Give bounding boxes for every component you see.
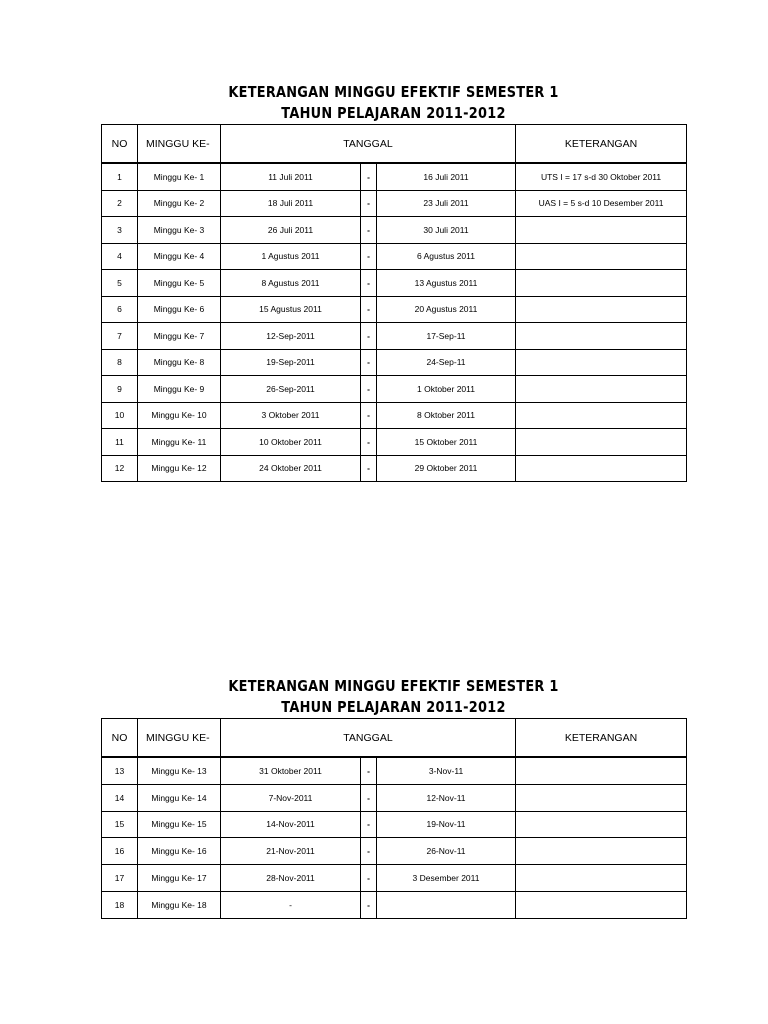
cell-separator: - xyxy=(361,811,377,838)
table-row xyxy=(102,455,687,482)
cell-end-date: 12-Nov-11 xyxy=(377,784,516,811)
cell-no: 11 xyxy=(102,429,138,456)
cell-end-date: 26-Nov-11 xyxy=(377,838,516,865)
cell-start-date: 8 Agustus 2011 xyxy=(221,270,361,297)
schedule-table xyxy=(101,718,687,919)
cell-minggu: Minggu Ke- 18 xyxy=(138,891,221,918)
cell-keterangan xyxy=(516,865,687,892)
cell-end-date: 19-Nov-11 xyxy=(377,811,516,838)
cell-separator: - xyxy=(361,784,377,811)
cell-keterangan xyxy=(516,811,687,838)
cell-no: 9 xyxy=(102,376,138,403)
cell-separator: - xyxy=(361,270,377,297)
cell-minggu: Minggu Ke- 17 xyxy=(138,865,221,892)
cell-start-date: 31 Oktober 2011 xyxy=(221,757,361,784)
table-body xyxy=(102,163,687,482)
header-minggu: MINGGU KE- xyxy=(138,125,221,164)
cell-end-date: 20 Agustus 2011 xyxy=(377,296,516,323)
cell-keterangan: UAS I = 5 s-d 10 Desember 2011 xyxy=(516,190,687,217)
cell-minggu: Minggu Ke- 8 xyxy=(138,349,221,376)
cell-start-date: 24 Oktober 2011 xyxy=(221,455,361,482)
table-row xyxy=(102,429,687,456)
cell-start-date: 7-Nov-2011 xyxy=(221,784,361,811)
cell-end-date: 24-Sep-11 xyxy=(377,349,516,376)
cell-start-date: 28-Nov-2011 xyxy=(221,865,361,892)
cell-minggu: Minggu Ke- 5 xyxy=(138,270,221,297)
cell-minggu: Minggu Ke- 1 xyxy=(138,163,221,190)
table-row xyxy=(102,811,687,838)
cell-separator: - xyxy=(361,838,377,865)
cell-minggu: Minggu Ke- 9 xyxy=(138,376,221,403)
cell-no: 5 xyxy=(102,270,138,297)
cell-end-date: 6 Agustus 2011 xyxy=(377,243,516,270)
table-row xyxy=(102,323,687,350)
cell-start-date: 26-Sep-2011 xyxy=(221,376,361,403)
cell-keterangan xyxy=(516,429,687,456)
cell-minggu: Minggu Ke- 15 xyxy=(138,811,221,838)
cell-separator: - xyxy=(361,190,377,217)
cell-no: 8 xyxy=(102,349,138,376)
cell-start-date: 18 Juli 2011 xyxy=(221,190,361,217)
table-row xyxy=(102,349,687,376)
cell-separator: - xyxy=(361,243,377,270)
cell-separator: - xyxy=(361,323,377,350)
cell-minggu: Minggu Ke- 12 xyxy=(138,455,221,482)
cell-separator: - xyxy=(361,757,377,784)
cell-start-date: 14-Nov-2011 xyxy=(221,811,361,838)
cell-separator: - xyxy=(361,402,377,429)
cell-start-date: 10 Oktober 2011 xyxy=(221,429,361,456)
table-row xyxy=(102,270,687,297)
table-row xyxy=(102,163,687,190)
cell-end-date: 17-Sep-11 xyxy=(377,323,516,350)
table-title-line2: TAHUN PELAJARAN 2011-2012 xyxy=(281,104,506,122)
table-title-line1: KETERANGAN MINGGU EFEKTIF SEMESTER 1 xyxy=(228,83,559,101)
cell-separator: - xyxy=(361,376,377,403)
cell-end-date: 3-Nov-11 xyxy=(377,757,516,784)
table-row xyxy=(102,784,687,811)
cell-end-date: 15 Oktober 2011 xyxy=(377,429,516,456)
cell-minggu: Minggu Ke- 10 xyxy=(138,402,221,429)
table-row xyxy=(102,190,687,217)
cell-minggu: Minggu Ke- 4 xyxy=(138,243,221,270)
table-title-line2: TAHUN PELAJARAN 2011-2012 xyxy=(281,698,506,716)
cell-start-date: 3 Oktober 2011 xyxy=(221,402,361,429)
cell-keterangan xyxy=(516,243,687,270)
table-row xyxy=(102,891,687,918)
table-header-row xyxy=(102,719,687,758)
cell-no: 13 xyxy=(102,757,138,784)
cell-start-date: 1 Agustus 2011 xyxy=(221,243,361,270)
header-tanggal: TANGGAL xyxy=(221,125,516,164)
cell-no: 15 xyxy=(102,811,138,838)
header-tanggal: TANGGAL xyxy=(221,719,516,758)
header-keterangan: KETERANGAN xyxy=(516,719,687,758)
cell-keterangan xyxy=(516,270,687,297)
cell-separator: - xyxy=(361,891,377,918)
cell-minggu: Minggu Ke- 14 xyxy=(138,784,221,811)
cell-separator: - xyxy=(361,455,377,482)
cell-start-date: 26 Juli 2011 xyxy=(221,217,361,244)
cell-end-date: 29 Oktober 2011 xyxy=(377,455,516,482)
cell-no: 1 xyxy=(102,163,138,190)
cell-start-date: 11 Juli 2011 xyxy=(221,163,361,190)
cell-end-date: 23 Juli 2011 xyxy=(377,190,516,217)
header-no: NO xyxy=(102,125,138,164)
schedule-block-2 xyxy=(101,676,686,919)
cell-end-date: 16 Juli 2011 xyxy=(377,163,516,190)
cell-keterangan xyxy=(516,217,687,244)
cell-start-date: 12-Sep-2011 xyxy=(221,323,361,350)
cell-keterangan xyxy=(516,891,687,918)
cell-start-date: 15 Agustus 2011 xyxy=(221,296,361,323)
cell-separator: - xyxy=(361,349,377,376)
cell-minggu: Minggu Ke- 7 xyxy=(138,323,221,350)
cell-keterangan xyxy=(516,296,687,323)
cell-minggu: Minggu Ke- 2 xyxy=(138,190,221,217)
cell-end-date: 13 Agustus 2011 xyxy=(377,270,516,297)
cell-keterangan xyxy=(516,349,687,376)
header-no: NO xyxy=(102,719,138,758)
table-row xyxy=(102,217,687,244)
cell-no: 12 xyxy=(102,455,138,482)
cell-start-date: 19-Sep-2011 xyxy=(221,349,361,376)
schedule-table xyxy=(101,124,687,482)
cell-no: 4 xyxy=(102,243,138,270)
cell-keterangan xyxy=(516,757,687,784)
cell-no: 7 xyxy=(102,323,138,350)
table-body xyxy=(102,757,687,918)
table-row xyxy=(102,243,687,270)
cell-no: 10 xyxy=(102,402,138,429)
cell-separator: - xyxy=(361,163,377,190)
table-row xyxy=(102,838,687,865)
table-row xyxy=(102,865,687,892)
header-minggu: MINGGU KE- xyxy=(138,719,221,758)
table-row xyxy=(102,402,687,429)
cell-no: 2 xyxy=(102,190,138,217)
cell-minggu: Minggu Ke- 11 xyxy=(138,429,221,456)
cell-keterangan xyxy=(516,455,687,482)
table-title-line1: KETERANGAN MINGGU EFEKTIF SEMESTER 1 xyxy=(228,677,559,695)
cell-separator: - xyxy=(361,865,377,892)
table-row xyxy=(102,376,687,403)
cell-end-date: 1 Oktober 2011 xyxy=(377,376,516,403)
table-row xyxy=(102,296,687,323)
cell-minggu: Minggu Ke- 16 xyxy=(138,838,221,865)
cell-keterangan: UTS I = 17 s-d 30 Oktober 2011 xyxy=(516,163,687,190)
cell-keterangan xyxy=(516,784,687,811)
schedule-block-1 xyxy=(101,82,686,482)
cell-start-date: 21-Nov-2011 xyxy=(221,838,361,865)
cell-no: 6 xyxy=(102,296,138,323)
cell-end-date: 3 Desember 2011 xyxy=(377,865,516,892)
cell-end-date: 30 Juli 2011 xyxy=(377,217,516,244)
cell-keterangan xyxy=(516,402,687,429)
table-header-row xyxy=(102,125,687,164)
cell-no: 14 xyxy=(102,784,138,811)
cell-end-date xyxy=(377,891,516,918)
cell-separator: - xyxy=(361,429,377,456)
cell-no: 3 xyxy=(102,217,138,244)
cell-keterangan xyxy=(516,838,687,865)
cell-keterangan xyxy=(516,323,687,350)
cell-no: 16 xyxy=(102,838,138,865)
cell-separator: - xyxy=(361,296,377,323)
cell-start-date: - xyxy=(221,891,361,918)
cell-minggu: Minggu Ke- 13 xyxy=(138,757,221,784)
cell-no: 18 xyxy=(102,891,138,918)
cell-end-date: 8 Oktober 2011 xyxy=(377,402,516,429)
cell-separator: - xyxy=(361,217,377,244)
cell-minggu: Minggu Ke- 3 xyxy=(138,217,221,244)
header-keterangan: KETERANGAN xyxy=(516,125,687,164)
cell-keterangan xyxy=(516,376,687,403)
cell-minggu: Minggu Ke- 6 xyxy=(138,296,221,323)
table-row xyxy=(102,757,687,784)
cell-no: 17 xyxy=(102,865,138,892)
